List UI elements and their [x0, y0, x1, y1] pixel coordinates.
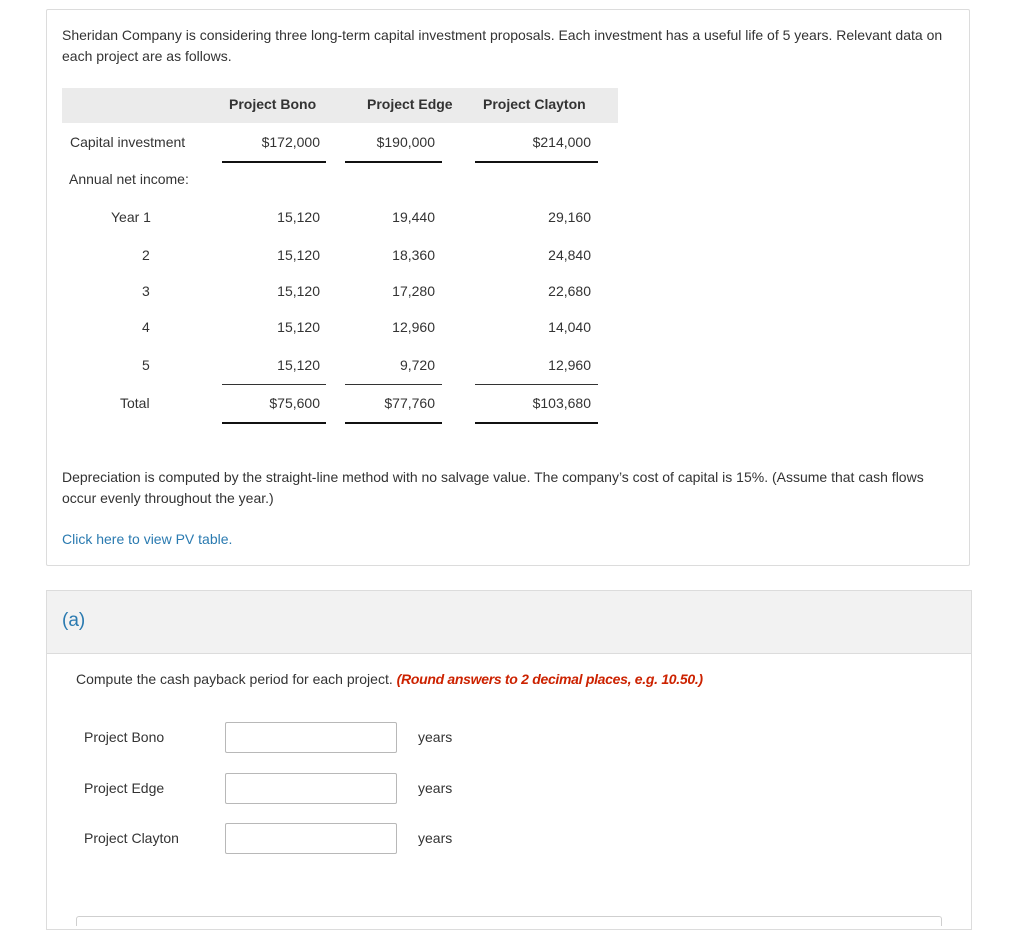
unit-edge: years — [418, 780, 453, 796]
edge-year-4: 12,960 — [392, 319, 435, 335]
capital-bono: $172,000 — [261, 134, 320, 150]
payback-bono-input[interactable] — [225, 722, 397, 753]
next-section-box — [76, 916, 942, 926]
capital-edge: $190,000 — [376, 134, 435, 150]
header-project-edge: Project Edge — [367, 96, 453, 112]
unit-bono: years — [418, 729, 453, 745]
bono-year-1: 15,120 — [277, 209, 320, 225]
payback-edge-input[interactable] — [225, 773, 397, 804]
capital-investment-label: Capital investment — [70, 134, 186, 150]
total-rule-edge — [345, 422, 442, 424]
answer-label-clayton: Project Clayton — [84, 830, 179, 846]
total-bono: $75,600 — [269, 395, 320, 411]
total-edge: $77,760 — [384, 395, 435, 411]
subtotal-rule-clayton — [475, 384, 598, 385]
question-text — [76, 671, 703, 687]
intro-text: Sheridan Company is considering three long-term capital investment proposals. Each investment has a useful life of 5 years. Relevant data on each project are as follows. — [62, 27, 943, 64]
subtotal-rule-bono — [222, 384, 326, 385]
question-main: Compute the cash payback period for each project. — [76, 671, 393, 687]
clayton-year-1: 29,160 — [548, 209, 591, 225]
capital-rule-bono — [222, 161, 326, 163]
subtotal-rule-edge — [345, 384, 442, 385]
edge-year-3: 17,280 — [392, 283, 435, 299]
edge-year-2: 18,360 — [392, 247, 435, 263]
header-project-clayton: Project Clayton — [483, 96, 586, 112]
part-a-label: (a) — [62, 610, 86, 631]
answer-label-edge: Project Edge — [84, 780, 165, 796]
year-4-label: 4 — [142, 319, 150, 335]
depreciation-note: Depreciation is computed by the straight-line method with no salvage value. The company’s cost of capital is 15%. (Assume that cash flows occur evenly throughout the year.) — [62, 469, 924, 506]
capital-rule-clayton — [475, 161, 598, 163]
capital-clayton: $214,000 — [532, 134, 591, 150]
year-1-label: Year 1 — [111, 209, 151, 225]
header-project-bono: Project Bono — [229, 96, 317, 112]
bono-year-5: 15,120 — [277, 357, 320, 373]
clayton-year-4: 14,040 — [548, 319, 591, 335]
payback-clayton-input[interactable] — [225, 823, 397, 854]
annual-income-label: Annual net income: — [69, 171, 189, 187]
total-rule-bono — [222, 422, 326, 424]
clayton-year-5: 12,960 — [548, 357, 591, 373]
part-a-header — [47, 591, 971, 654]
year-2-label: 2 — [142, 247, 150, 263]
bono-year-2: 15,120 — [277, 247, 320, 263]
clayton-year-3: 22,680 — [548, 283, 591, 299]
bono-year-4: 15,120 — [277, 319, 320, 335]
clayton-year-2: 24,840 — [548, 247, 591, 263]
edge-year-1: 19,440 — [392, 209, 435, 225]
year-3-label: 3 — [142, 283, 150, 299]
edge-year-5: 9,720 — [399, 357, 435, 373]
answer-label-bono: Project Bono — [84, 729, 165, 745]
pv-table-link[interactable]: Click here to view PV table. — [62, 531, 233, 547]
total-label: Total — [120, 395, 150, 411]
unit-clayton: years — [418, 830, 453, 846]
rounding-hint: (Round answers to 2 decimal places, e.g. 10.50.) — [396, 671, 703, 687]
year-5-label: 5 — [142, 357, 150, 373]
bono-year-3: 15,120 — [277, 283, 320, 299]
total-clayton: $103,680 — [532, 395, 591, 411]
capital-rule-edge — [345, 161, 442, 163]
total-rule-clayton — [475, 422, 598, 424]
